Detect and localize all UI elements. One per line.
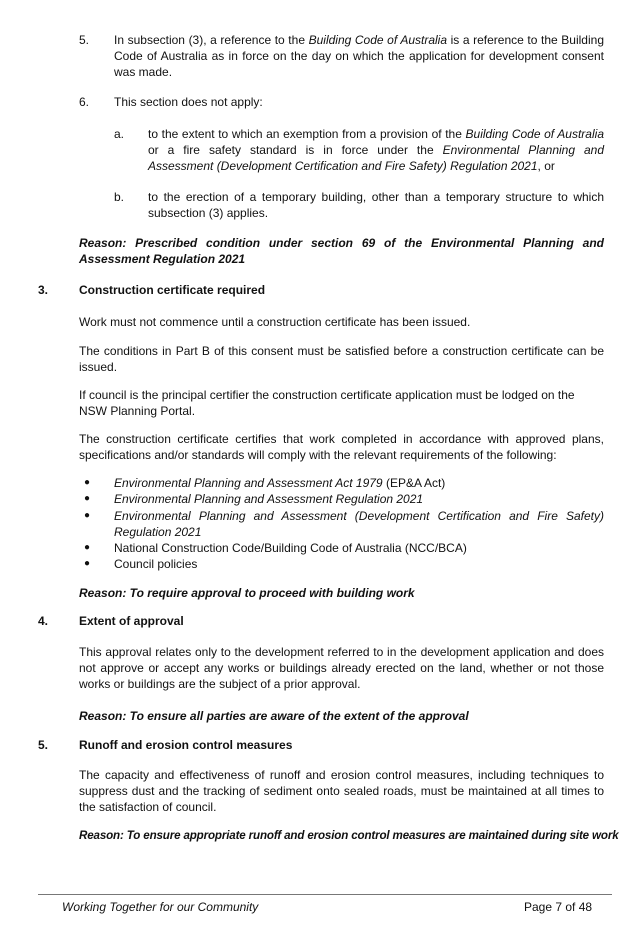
item-a-post: , or (537, 159, 555, 173)
item-b-label: b. (114, 190, 125, 204)
footer-tagline: Working Together for our Community (62, 900, 259, 914)
bullet-5-plain: Council policies (114, 557, 198, 571)
item-a-italic2: Environmental Planning and Assessment (Development Certification and Fire Safety) Regulation 2021 (148, 143, 605, 173)
subsection-5-post: is a reference to the Building Code of Australia as in force on the day on which the application for development consent was made. (114, 33, 604, 79)
subsection-6-number: 6. (79, 95, 90, 109)
bullet-4-plain: National Construction Code/Building Code of Australia (NCC/BCA) (114, 541, 467, 555)
item-a-pre: to the extent to which an exemption from a provision of the (148, 127, 466, 141)
condition-3-paragraph-1: Work must not commence until a construction certificate has been issued. (79, 315, 471, 329)
bullet-icon: ● (84, 493, 91, 504)
item-a-text (148, 126, 604, 174)
reason-condition-4: Reason: To ensure all parties are aware of the extent of the approval (79, 709, 469, 723)
bullet-item-1 (114, 475, 604, 491)
condition-4-paragraph-1: This approval relates only to the development referred to in the development application and does not approve or accept any works or buildings already erected on the land, whether or not those works or buildings are the subject of a prior approval. (79, 645, 604, 691)
condition-3-paragraph-2: The conditions in Part B of this consent must be satisfied before a construction certificate can be issued. (79, 344, 604, 374)
condition-3-paragraph-3: If council is the principal certifier the construction certificate application must be lodged on the NSW Planning Portal. (79, 388, 575, 418)
bullet-icon: ● (84, 477, 91, 488)
bullet-item-4 (114, 540, 604, 556)
bullet-icon: ● (84, 510, 91, 521)
bullet-1-plain: (EP&A Act) (382, 476, 446, 490)
condition-5-number: 5. (38, 738, 49, 752)
footer-divider (38, 894, 612, 895)
subsection-5-italic: Building Code of Australia (308, 33, 448, 47)
reason-condition-2: Reason: Prescribed condition under section 69 of the Environmental Planning and Assessment Regulation 2021 (79, 236, 604, 266)
bullet-2-italic: Environmental Planning and Assessment Regulation 2021 (114, 492, 424, 506)
bullet-item-3 (114, 508, 604, 540)
subsection-5-text (114, 32, 604, 80)
bullet-icon: ● (84, 558, 91, 569)
subsection-6-text: This section does not apply: (114, 95, 263, 109)
subsection-5-number: 5. (79, 33, 90, 47)
condition-3-title: Construction certificate required (79, 283, 266, 297)
bullet-icon: ● (84, 542, 91, 553)
item-a-italic1: Building Code of Australia (465, 127, 604, 141)
page-number: Page 7 of 48 (524, 900, 593, 914)
reason-condition-3: Reason: To require approval to proceed with building work (79, 586, 415, 600)
bullet-item-5 (114, 556, 604, 572)
reason-condition-5: Reason: To ensure appropriate runoff and erosion control measures are maintained during site work (79, 829, 619, 842)
bullet-item-2 (114, 491, 604, 507)
item-a-label: a. (114, 127, 125, 141)
item-b-text: to the erection of a temporary building, other than a temporary structure to which subsection (3) applies. (148, 190, 604, 220)
subsection-5-pre: In subsection (3), a reference to the (114, 33, 309, 47)
condition-5-title: Runoff and erosion control measures (79, 738, 293, 752)
condition-3-number: 3. (38, 283, 49, 297)
item-a-mid: or a fire safety standard is in force under the (148, 143, 443, 157)
condition-3-paragraph-4: The construction certificate certifies that work completed in accordance with approved plans, specifications and/or standards will comply with the relevant requirements of the following: (79, 432, 604, 462)
bullet-3-italic: Environmental Planning and Assessment (Development Certification and Fire Safety) Regulation 2021 (114, 509, 604, 539)
bullet-1-italic: Environmental Planning and Assessment Act 1979 (114, 476, 383, 490)
condition-5-paragraph-1: The capacity and effectiveness of runoff and erosion control measures, including techniques to suppress dust and the tracking of sediment onto sealed roads, must be maintained at all times to the satisfaction of council. (79, 768, 604, 814)
condition-4-title: Extent of approval (79, 614, 184, 628)
condition-4-number: 4. (38, 614, 49, 628)
